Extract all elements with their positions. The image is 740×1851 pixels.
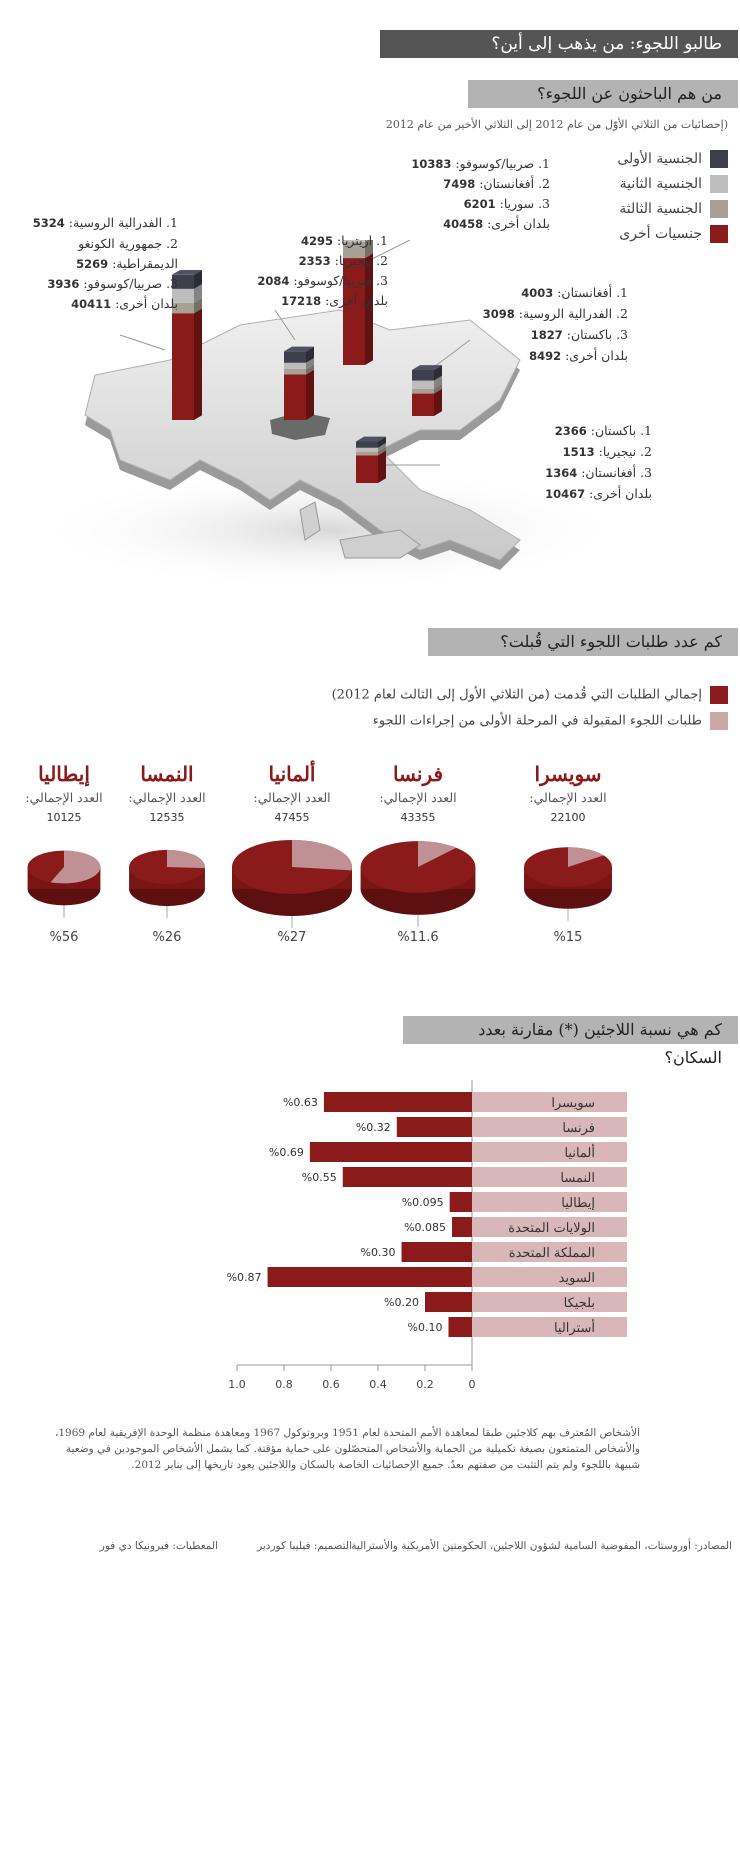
bar-value-label: %0.55 [301,1171,337,1184]
pie-country [0,762,134,824]
callout-value: 6201 [463,197,496,211]
bar-segment [284,351,306,362]
bar-value-label: %0.095 [401,1196,444,1209]
country-label: السويد [558,1271,595,1286]
country-label: سويسرا [551,1096,595,1111]
total-value: 22100 [550,811,586,824]
total-label: العدد الإجمالي: [128,790,206,805]
total-label: العدد الإجمالي: [379,790,457,805]
country-label: المملكة المتحدة [508,1246,595,1261]
total-value: 12535 [149,811,185,824]
row-label-bg [472,1267,627,1287]
data-credit: المعطيات: فيرونيكا دي فور [99,1540,218,1552]
callout-entry [483,306,628,321]
callout-value: 10383 [411,157,452,171]
legend-swatch [710,150,728,168]
x-tick-label: 0.4 [369,1378,387,1391]
ratio-bar [450,1192,472,1212]
country-name: فرنسا [392,762,444,786]
total-value: 47455 [274,811,310,824]
footnote-line: شبيهة باللجوء ولم يتم التثبت من صفتهم بعدُ. جميع الإحصائيات الخاصة بالسكان واللاجئين يعود تاريخها إلى يناير 2012. [131,1459,640,1471]
callout-label: 2. أفغانستان: [479,176,550,191]
callout-label: 2. نيجيريا: [334,253,388,268]
accepted-pct: %27 [277,930,307,945]
bar-value-label: %0.63 [282,1096,318,1109]
callout-label: 2. جمهورية الكونغو [78,236,178,251]
stack-bar [356,437,386,483]
callout-entry [411,156,550,171]
page-title: طالبو اللجوء: من يذهب إلى أين؟ [380,30,738,58]
legend-label: جنسيات أخرى [619,226,702,242]
country-label: أستراليا [553,1321,595,1336]
callout-value: 4003 [521,286,554,300]
bar-segment-side [434,389,442,416]
callout-value: 5324 [32,216,65,230]
callout-value: 8492 [529,349,562,363]
total-value: 10125 [46,811,82,824]
bar-segment [356,452,378,456]
accepted-pct: %11.6 [397,930,439,945]
callout-label: 1. صربيا/كوسوفو: [455,156,550,171]
callout-value: 3098 [482,307,515,321]
callout-label: 3. باكستان: [566,327,628,342]
x-tick-label: 0.2 [416,1378,434,1391]
country-name: ألمانيا [268,762,316,786]
callout-label: 3. أفغانستان: [581,465,652,480]
sources: المصادر: أوروستات، المفوضية السامية لشؤون اللاجئين، الحكومتين الأمريكية والأسترالية [351,1540,732,1552]
section3-title: كم هي نسبة اللاجئين (*) مقارنة بعدد السكان؟ [403,1016,738,1044]
callout-value: 3936 [47,277,80,291]
x-tick-label: 0 [468,1378,476,1391]
callout-entry [521,285,628,300]
callout-value: 1513 [562,445,595,459]
x-tick-label: 0.6 [322,1378,340,1391]
callout-entry [555,423,652,438]
total-value: 43355 [400,811,436,824]
callout-label: بلدان أخرى: [325,293,388,308]
bar-segment [356,441,378,447]
callout-entry [257,273,388,288]
row-label-bg [472,1192,627,1212]
callout-value: 40411 [71,297,112,311]
ratio-bar [268,1267,472,1287]
bar-value-label: %0.20 [384,1296,419,1309]
legend-item [373,712,728,730]
callout-entry [443,176,550,191]
callout-value: 2366 [554,424,587,438]
callout-entry [301,233,388,248]
bar-value-label: %0.085 [404,1221,447,1234]
callout-value: 1364 [545,466,578,480]
country-label: إيطاليا [561,1196,595,1211]
bar-value-label: %0.32 [355,1121,391,1134]
callout-value: 17218 [281,294,322,308]
callout-entry [545,486,652,501]
callout-line [120,335,165,350]
bar-segment [284,363,306,369]
ratio-bar [343,1167,472,1187]
callout-label: 1. اريتريا: [336,233,388,248]
callout-value: 40458 [443,217,484,231]
callout-label: 3. صربيا/كوسوفو: [293,273,388,288]
pie-country [348,762,488,824]
callout-label: 3. سوريا: [499,196,550,211]
legend-label: الجنسية الأولى [617,151,702,167]
bar-segment-side [365,253,373,365]
pie-accepted-slice [292,840,352,870]
callout-label: الديمقراطية: [112,256,178,271]
callout-value: 2353 [298,254,331,268]
country-name: إيطاليا [38,762,90,786]
footnote [55,1425,640,1473]
row-label-bg [472,1167,627,1187]
row-label-bg [472,1292,627,1312]
callout-entry [299,253,388,268]
callout-entry [47,276,178,291]
pie-country [498,762,638,824]
design-credit: التصميم: فيليبا كوردير [257,1540,352,1552]
ratio-bar [402,1242,473,1262]
ratio-bar [452,1217,472,1237]
callout-label: 1. باكستان: [590,423,652,438]
callout-entry [529,348,628,363]
row-label-bg [472,1142,627,1162]
x-tick-label: 1.0 [228,1378,246,1391]
bar-segment [356,448,378,452]
ratio-bar [449,1317,473,1337]
bar-segment [284,369,306,375]
callout-entry [281,293,388,308]
bar-segment [172,313,194,420]
callout-entry [78,236,178,251]
bar-segment [284,374,306,420]
bar-segment [356,455,378,483]
callout-entry [531,327,628,342]
callout-value: 10467 [545,487,586,501]
legend-swatch [710,686,728,704]
callout-entry [71,296,178,311]
callout-label: 1. أفغانستان: [557,285,628,300]
callout-label: بلدان أخرى: [565,348,628,363]
ratio-bar [310,1142,472,1162]
callout-label: 3. صربيا/كوسوفو: [83,276,178,291]
callout-label: بلدان أخرى: [589,486,652,501]
stack-bar [412,365,442,416]
legend-item [617,150,728,168]
country-name: النمسا [140,762,194,786]
bar-value-label: %0.30 [360,1246,396,1259]
callout-entry [33,215,178,230]
country-label: ألمانيا [564,1146,595,1161]
callout-entry [563,444,652,459]
section2-title: كم عدد طلبات اللجوء التي قُبلت؟ [428,628,738,656]
section1-subtitle: (إحصائيات من الثلاثي الأوّل من عام 2012 إلى الثلاثي الأخير من عام 2012 [385,118,728,131]
legend-label: طلبات اللجوء المقبولة في المرحلة الأولى من إجراءات اللجوء [372,713,702,729]
footnote-line: والأشخاص المتمتعون بصيغة تكميلية من الحماية والأشخاص المتحصّلون على حماية مؤقتة. كما يشمل الأشخاص الموجودين في وضعية [65,1443,640,1455]
legend-label: إجمالي الطلبات التي قُدمت (من الثلاثي الأول إلى الثالث لعام 2012) [331,687,702,703]
country-label: النمسا [560,1171,595,1186]
total-label: العدد الإجمالي: [253,790,331,805]
bar-segment-side [306,370,314,420]
row-label-bg [472,1317,627,1337]
total-label: العدد الإجمالي: [529,790,607,805]
row-label-bg [472,1092,627,1112]
accepted-pct: %26 [152,930,182,945]
callout-label: بلدان أخرى: [487,216,550,231]
bar-segment [412,394,434,416]
bar-value-label: %0.87 [226,1271,262,1284]
accepted-pct: %15 [553,930,583,945]
bar-segment [412,389,434,394]
callout-value: 2084 [257,274,290,288]
legend-item [619,200,728,218]
legend-swatch [710,200,728,218]
stack-bar [172,270,202,420]
ratio-bar [397,1117,472,1137]
bar-segment [412,370,434,381]
stack-bar [284,347,314,420]
callout-label: 2. نيجيريا: [598,444,652,459]
callout-label: بلدان أخرى: [115,296,178,311]
total-label: العدد الإجمالي: [25,790,103,805]
callout-value: 5269 [76,257,109,271]
country-label: بلجيكا [563,1296,595,1311]
country-label: فرنسا [562,1121,595,1136]
callout-entry [443,216,550,231]
bar-value-label: %0.10 [407,1321,443,1334]
row-label-bg [472,1117,627,1137]
bar-segment-side [194,308,202,420]
pie-country [222,762,362,824]
legend-item [332,686,728,704]
legend-swatch [710,175,728,193]
callout-entry [545,465,652,480]
country-label: الولايات المتحدة [508,1221,595,1236]
callout-value: 4295 [300,234,333,248]
bar-segment [412,381,434,389]
pie-accepted-slice [167,850,205,868]
legend-swatch [710,712,728,730]
x-tick-label: 0.8 [275,1378,293,1391]
legend-item [620,175,728,193]
legend-label: الجنسية الثالثة [619,201,702,217]
bar-segment-side [378,451,386,483]
callout-value: 1827 [530,328,563,342]
callout-entry [76,256,178,271]
callout-entry [464,196,550,211]
ratio-bar [425,1292,472,1312]
callout-value: 7498 [443,177,476,191]
footnote-line: الأشخاص المُعترف بهم كلاجئين طبقا لمعاهدة الأمم المتحدة لعام 1951 وبروتوكول 1967 ومعاهدة منظمة الوحدة الإفريقية لعام 1969، [54,1427,640,1439]
legend-label: الجنسية الثانية [619,176,702,192]
ratio-bar [324,1092,472,1112]
callout-label: 2. الفدرالية الروسية: [518,306,628,321]
ratio-bar-chart [0,1080,740,1410]
bar-value-label: %0.69 [268,1146,304,1159]
country-name: سويسرا [534,762,602,786]
callout-label: 1. الفدرالية الروسية: [68,215,178,230]
accepted-pct: %56 [49,930,79,945]
section1-title: من هم الباحثون عن اللجوء؟ [468,80,738,108]
